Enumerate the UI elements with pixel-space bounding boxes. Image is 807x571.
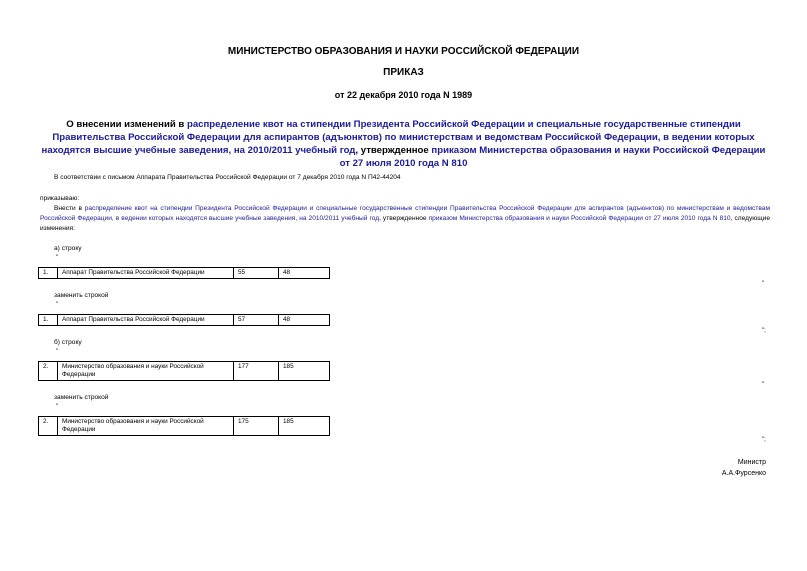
cell-num: 2. (39, 362, 58, 381)
body-mid: , утвержденное (379, 215, 429, 222)
date-number: от 22 декабря 2010 года N 1989 (334, 90, 473, 100)
cell-q1: 57 (234, 315, 279, 326)
order-word: приказываю: (40, 195, 80, 202)
signature-position: Министр (737, 459, 766, 466)
title-prefix: О внесении изменений в (66, 119, 187, 130)
cell-q1: 175 (234, 417, 279, 436)
close-quote-a-new: "; (762, 328, 766, 334)
doc-type-heading: ПРИКАЗ (383, 67, 424, 78)
cell-num: 1. (39, 315, 58, 326)
document-title (40, 118, 767, 170)
cell-num: 1. (39, 268, 58, 279)
cell-org: Аппарат Правительства Российской Федерации (58, 268, 234, 279)
cell-q1: 55 (234, 268, 279, 279)
body-intro: Внести в (54, 205, 85, 212)
cell-q2: 48 (279, 315, 330, 326)
body-end: , следующие изменения: (40, 215, 770, 232)
table-row-b-new (38, 416, 330, 436)
cell-q2: 48 (279, 268, 330, 279)
cell-num: 2. (39, 417, 58, 436)
body-paragraph (40, 204, 770, 234)
title-link-order-810[interactable]: приказом Министерства образования и науки Российской Федерации от 27 июля 2010 года N 810 (339, 145, 766, 169)
label-b: б) строку (54, 339, 82, 346)
label-replace-a: заменить строкой (54, 292, 109, 299)
table-row-a-new (38, 314, 330, 326)
signature-name: А.А.Фурсенко (721, 470, 766, 477)
table-row-b-old (38, 361, 330, 381)
letter-reference: В соответствии с письмом Аппарата Правительства Российской Федерации от 7 декабря 2010 года N П42-44204 (54, 174, 401, 181)
body-link-order-810[interactable]: приказом Министерства образования и науки Российской Федерации от 27 июля 2010 года N 810 (428, 215, 731, 222)
cell-org: Министерство образования и науки Российской Федерации (58, 417, 234, 436)
open-quote-b-new: " (56, 404, 59, 410)
close-quote-b: " (762, 382, 765, 388)
table-row-a-old (38, 267, 330, 279)
label-a: а) строку (54, 245, 82, 252)
close-quote-a: " (762, 281, 765, 287)
signature-block (722, 457, 766, 479)
title-link-distribution[interactable]: распределение квот на стипендии Президента Российской Федерации и специальные государственные стипендии Правительства Российской Федерации для аспирантов (адъюнктов) по министерствам и ведомствам Российской Федерации, в ведении которых находятся высшие учебные заведения, на 2010/2011 учебный год (41, 119, 755, 156)
cell-q2: 185 (279, 362, 330, 381)
cell-org: Министерство образования и науки Российской Федерации (58, 362, 234, 381)
cell-org: Аппарат Правительства Российской Федерации (58, 315, 234, 326)
open-quote-b: " (56, 349, 59, 355)
body-link-distribution[interactable]: распределение квот на стипендии Президента Российской Федерации и специальные государственные стипендии Правительства Российской Федерации для аспирантов (адъюнктов) по министерствам и ведомствам Российской Федерации, в ведении которых находятся высшие учебные заведения, на 2010/2011 учебный год (40, 205, 771, 222)
ministry-heading: МИНИСТЕРСТВО ОБРАЗОВАНИЯ И НАУКИ РОССИЙСКОЙ ФЕДЕРАЦИИ (227, 46, 580, 57)
cell-q2: 185 (279, 417, 330, 436)
open-quote-a: " (56, 255, 59, 261)
cell-q1: 177 (234, 362, 279, 381)
close-quote-b-new: "; (762, 437, 766, 443)
title-middle: , утвержденное (355, 145, 432, 156)
label-replace-b: заменить строкой (54, 394, 109, 401)
open-quote-a-new: " (56, 302, 59, 308)
